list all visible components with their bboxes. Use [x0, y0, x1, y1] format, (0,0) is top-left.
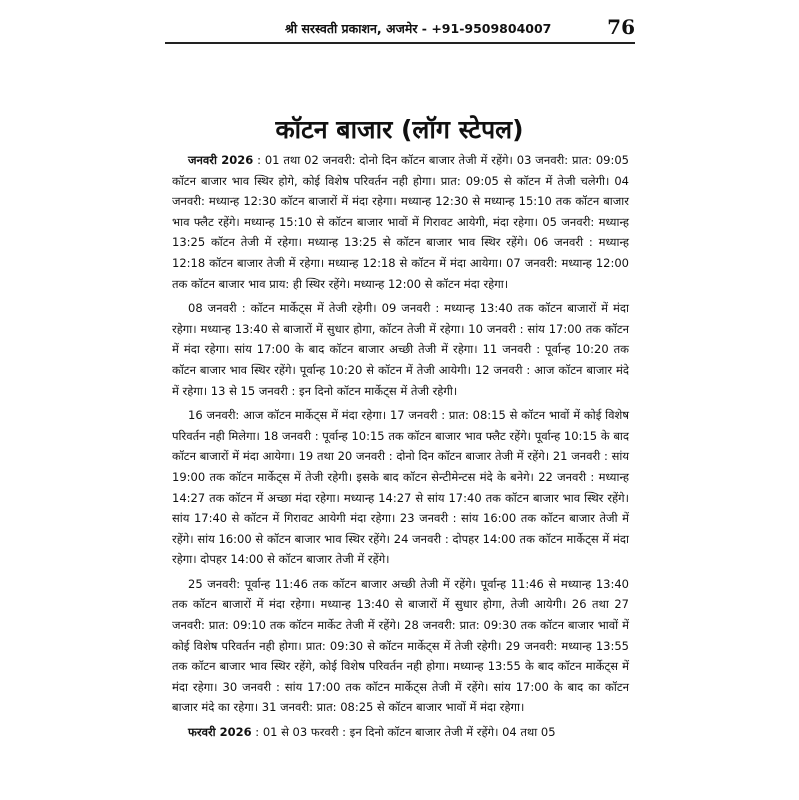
body-text	[172, 150, 629, 747]
paragraph-text: 08 जनवरी : कॉटन मार्केट्स में तेजी रहेगी। 09 जनवरी : मध्यान्ह 13:40 तक कॉटन बाजारों में मंदा रहेगा। मध्यान्ह 13:40 से बाजारों में सुधार होगा, कॉटन तेजी में रहेगा। 10 जनवरी : सांय 17:00 तक कॉटन में मंदा रहेगा। सांय 17:00 के बाद कॉटन बाजार अच्छी तेजी में रहेगा। 11 जनवरी : पूर्वान्ह 10:20 तक कॉटन बाजार भाव स्थिर रहेंगे। पूर्वान्ह 10:20 से कॉटन में तेजी आयेगी। 12 जनवरी : आज कॉटन बाजार मंदे में रहेगा। 13 से 15 जनवरी : इन दिनो कॉटन मार्केट्स में तेजी रहेगी।	[172, 301, 629, 398]
page-number: 76	[607, 15, 635, 39]
publisher-line: श्री सरस्वती प्रकाशन, अजमेर - +91-9509804007	[285, 21, 552, 36]
paragraph-text: 16 जनवरी: आज कॉटन मार्केट्स में मंदा रहेगा। 17 जनवरी : प्रात: 08:15 से कॉटन भावों में कोई विशेष परिवर्तन नही मिलेगा। 18 जनवरी : पूर्वान्ह 10:15 तक कॉटन बाजार भाव फ्लैट रहेंगे। पूर्वान्ह 10:15 के बाद कॉटन बाजारों में मंदा आयेगा। 19 तथा 20 जनवरी : दोनो दिन कॉटन बाजार तेजी में रहेंगे। 21 जनवरी : सांय 19:00 तक कॉटन मार्केट्स में तेजी रहेगी। इसके बाद कॉटन सेन्टीमेन्टस मंदे के बनेगे। 22 जनवरी : मध्यान्ह 14:27 तक कॉटन में अच्छा मंदा रहेगा। मध्यान्ह 14:27 से सांय 17:40 तक कॉटन बाजार भाव स्थिर रहेंगे। सांय 17:40 से कॉटन में गिरावट आयेगी मंदा रहेगा। 23 जनवरी : सांय 16:00 तक कॉटन बाजार तेजी में रहेंगे। सांय 16:00 से कॉटन बाजार भाव स्थिर रहेंगे। 24 जनवरी : दोपहर 14:00 तक कॉटन मार्केट्स में मंदा रहेगा। दोपहर 14:00 से कॉटन बाजार तेजी में रहेंगे।	[172, 408, 629, 567]
paragraph-text: 25 जनवरी: पूर्वान्ह 11:46 तक कॉटन बाजार अच्छी तेजी में रहेंगे। पूर्वान्ह 11:46 से मध्यान्ह 13:40 तक कॉटन बाजारों में मंदा रहेगा। मध्यान्ह 13:40 से बाजारों में सुधार होगा, तेजी आयेगी। 26 तथा 27 जनवरी: प्रात: 09:10 तक कॉटन मार्केट तेजी में रहेंगे। 28 जनवरी: प्रात: 09:30 तक कॉटन बाजार भावों में कोई विशेष परिवर्तन नही होगा। प्रात: 09:30 से कॉटन मार्केट्स में तेजी रहेगी। 29 जनवरी: मध्यान्ह 13:55 तक कॉटन बाजार भाव स्थिर रहेंगे, कोई विशेष परिवर्तन नही होगा। मध्यान्ह 13:55 के बाद कॉटन मार्केट्स में मंदा रहेगा। 30 जनवरी : सांय 17:00 तक कॉटन मार्केट्स तेजी में रहेंगे। सांय 17:00 के बाद का कॉटन बाजार मंदे का रहेगा। 31 जनवरी: प्रात: 08:25 से कॉटन बाजार भावों में मंदा रहेगा।	[172, 576, 629, 715]
paragraph-text: : 01 से 03 फरवरी : इन दिनो कॉटन बाजार तेजी में रहेंगे। 04 तथा 05	[251, 725, 556, 740]
paragraph-february	[172, 722, 629, 743]
paragraph-lead: जनवरी 2026	[188, 153, 254, 167]
running-header	[165, 12, 635, 42]
header-rule	[165, 42, 635, 44]
page-title: कॉटन बाजार (लॉग स्टेपल)	[275, 115, 524, 144]
paragraph-january-4	[172, 574, 629, 718]
paragraph-january-1	[172, 150, 629, 294]
paragraph-text: : 01 तथा 02 जनवरी: दोनो दिन कॉटन बाजार तेजी में रहेंगे। 03 जनवरी: प्रात: 09:05 कॉटन बाजार भाव स्थिर होगे, कोई विशेष परिवर्तन नही होगा। प्रात: 09:05 से कॉटन में तेजी चलेगी। 04 जनवरी: मध्यान्ह 12:30 कॉटन बाजारों में मंदा रहेगा। मध्यान्ह 12:30 से मध्यान्ह 15:10 तक कॉटन बाजार भाव फ्लैट रहेंगे। मध्यान्ह 15:10 से कॉटन बाजार भावों में गिरावट आयेगी, मंदा रहेगा। 05 जनवरी: मध्यान्ह 13:25 कॉटन तेजी में रहेगा। मध्यान्ह 13:25 से कॉटन बाजार भाव स्थिर रहेंगे। 06 जनवरी : मध्यान्ह 12:18 कॉटन बाजार तेजी में रहेगा। मध्यान्ह 12:18 से कॉटन में मंदा आयेगा। 07 जनवरी: मध्यान्ह 12:00 तक कॉटन बाजार भाव प्राय: ही स्थिर रहेंगे। मध्यान्ह 12:00 से कॉटन मंदा रहेगा।	[172, 153, 629, 291]
paragraph-january-3	[172, 405, 629, 570]
paragraph-lead: फरवरी 2026	[188, 725, 252, 740]
paragraph-january-2	[172, 298, 629, 401]
